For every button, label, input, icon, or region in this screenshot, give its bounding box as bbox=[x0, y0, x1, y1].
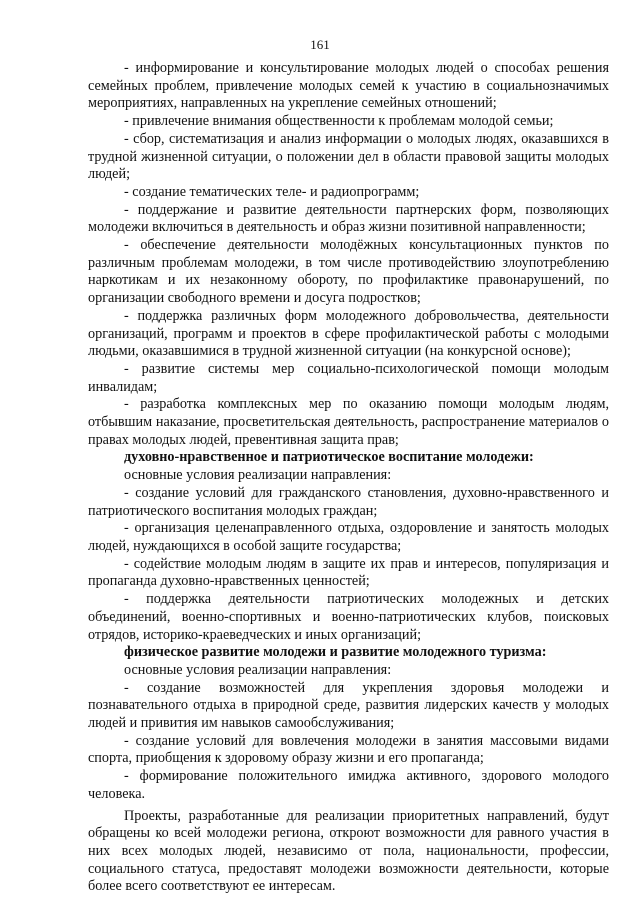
paragraph: - содействие молодым людям в защите их прав и интересов, популяризация и пропаганда духовно-нравственных ценностей; bbox=[88, 555, 609, 590]
paragraph: - информирование и консультирование молодых людей о способах решения семейных проблем, привлечение молодых семей к участию в социальнозначимых мероприятиях, направленных на укрепление семейных отношений; bbox=[88, 60, 609, 112]
paragraph: основные условия реализации направления: bbox=[124, 467, 392, 484]
paragraph: Проекты, разработанные для реализации приоритетных направлений, будут обращены ко всей молодежи региона, откроют возможности для равного участия в них всех молодых людей, независимо от пола, национальности, профессии, социального статуса, предоставят молодежи возможности деятельности, которые более всего соответствуют ее интересам. bbox=[88, 807, 609, 895]
paragraph: - разработка комплексных мер по оказанию помощи молодым людям, отбывшим наказание, просветительская деятельность, распространение материалов о правах молодых людей, превентивная защита прав; bbox=[88, 396, 609, 448]
paragraph: - привлечение внимания общественности к проблемам молодой семьи; bbox=[124, 113, 554, 130]
paragraph: - создание условий для гражданского становления, духовно-нравственного и патриотического воспитания молодых граждан; bbox=[88, 484, 609, 519]
paragraph: - сбор, систематизация и анализ информации о молодых людях, оказавшихся в трудной жизненной ситуации, о положении дел в области правовой защиты молодых людей; bbox=[88, 130, 609, 183]
document-body bbox=[88, 60, 609, 896]
section-heading: физическое развитие молодежи и развитие молодежного туризма: bbox=[124, 644, 547, 661]
paragraph: - организация целенаправленного отдыха, оздоровление и занятость молодых людей, нуждающихся в особой защите государства; bbox=[88, 520, 609, 554]
paragraph: - создание условий для вовлечения молодежи в занятия массовыми видами спорта, приобщения к здоровому образу жизни и его пропаганда; bbox=[88, 732, 609, 767]
paragraph: - создание тематических теле- и радиопрограмм; bbox=[124, 183, 420, 200]
paragraph: - развитие системы мер социально-психологической помощи молодым инвалидам; bbox=[88, 360, 609, 395]
paragraph: - поддержка различных форм молодежного добровольчества, деятельности организаций, программ и проектов в сфере профилактической работы с молодыми людьми, оказавшимися в трудной жизненной ситуации (на конкурсной основе); bbox=[88, 307, 609, 360]
paragraph: основные условия реализации направления: bbox=[124, 661, 392, 678]
paragraph: - обеспечение деятельности молодёжных консультационных пунктов по различным проблемам молодежи, в том числе противодействию злоупотреблению наркотикам и их незаконному обороту, по профилактике правонарушений, по организации свободного времени и досуга подростков; bbox=[88, 237, 609, 307]
page-number: 161 bbox=[310, 37, 330, 52]
paragraph: - формирование положительного имиджа активного, здорового молодого человека. bbox=[88, 768, 609, 802]
paragraph: - поддержание и развитие деятельности партнерских форм, позволяющих молодежи включиться в деятельность и образ жизни позитивной направленности; bbox=[88, 201, 609, 236]
paragraph: - создание возможностей для укрепления здоровья молодежи и познавательного отдыха в природной среде, развития лидерских качеств у молодых людей и привития им навыков самообслуживания; bbox=[88, 679, 609, 732]
section-heading: духовно-нравственное и патриотическое воспитание молодежи: bbox=[124, 449, 534, 466]
paragraph: - поддержка деятельности патриотических молодежных и детских объединений, военно-спортивных и военно-патриотических клубов, поисковых отрядов, историко-краеведческих и иных организаций; bbox=[88, 591, 609, 643]
